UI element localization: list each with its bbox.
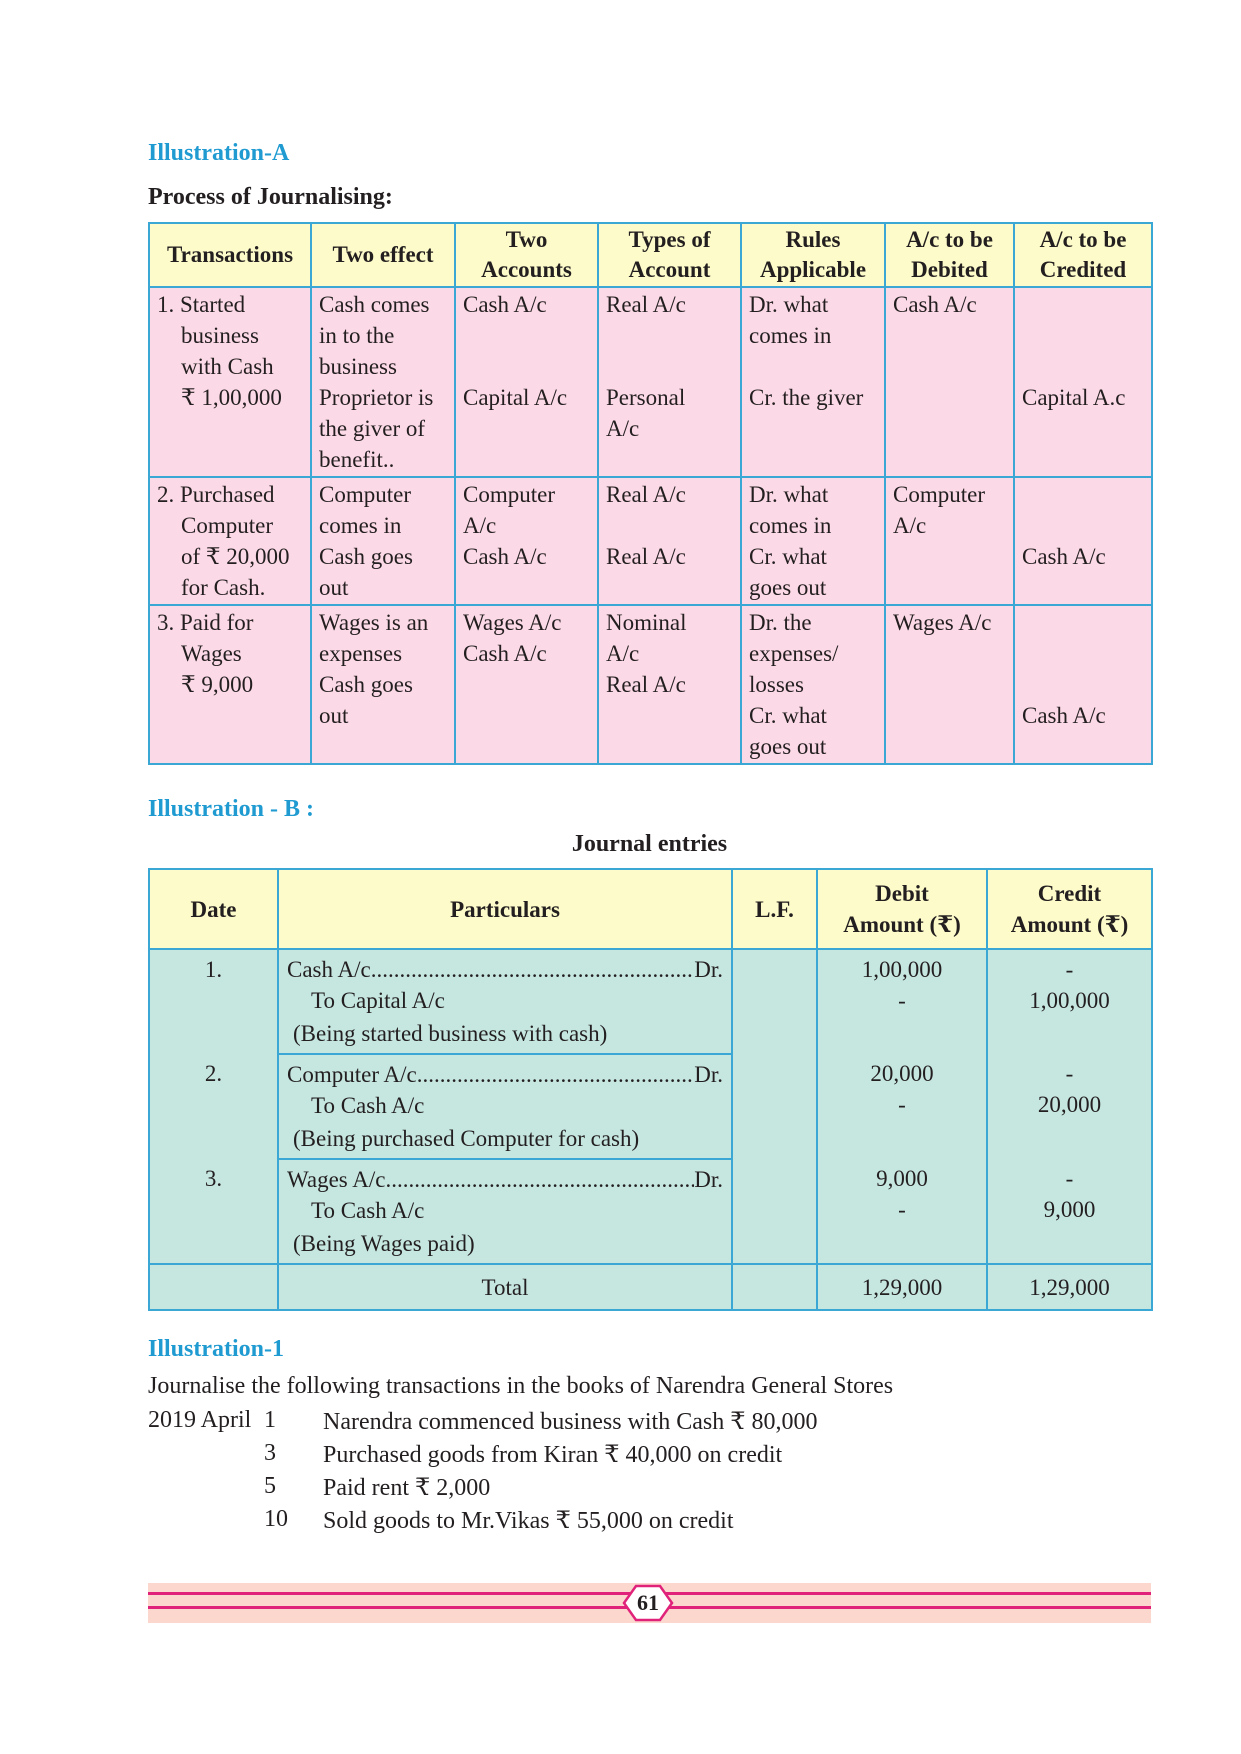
credited-cell [1014, 287, 1152, 477]
cell-line: Computer [463, 482, 555, 507]
cell-line [1022, 510, 1144, 541]
types-of-account-header [598, 223, 741, 287]
transaction-text: Purchased goods from Kiran ₹ 40,000 on credit [323, 1442, 783, 1468]
cell-line [1022, 351, 1144, 382]
cell-line: business [181, 323, 259, 348]
particulars-cell [278, 1159, 732, 1264]
transaction-cell [149, 605, 311, 764]
cell-line: expenses/ [749, 641, 839, 666]
cell-line: ₹ 9,000 [181, 672, 254, 697]
cell-line: Account [628, 257, 711, 282]
cell-line: Transactions [166, 242, 294, 267]
cell-line: 1. Started [157, 292, 246, 317]
effect-cell [311, 287, 455, 477]
cell-line [606, 351, 733, 382]
table-row [149, 477, 1152, 605]
table-header-row [149, 869, 1152, 949]
cell-line: Cash goes [319, 672, 413, 697]
cell-line: Cr. the giver [749, 385, 864, 410]
cell-line: ₹ 1,00,000 [181, 385, 282, 410]
cell-line: Wages is an [319, 610, 429, 635]
cell-line [463, 351, 590, 382]
table-row [149, 605, 1152, 764]
cell-line: out [319, 575, 349, 600]
dr-label: Dr. [694, 1062, 723, 1087]
cell-line [606, 510, 733, 541]
credit-account: To Cash A/c [311, 1198, 425, 1223]
total-debit: 1,29,000 [817, 1264, 987, 1310]
debit-cell: 1,00,000 - [817, 949, 987, 1054]
debit-account-line [287, 1164, 723, 1195]
table-header-row [149, 223, 1152, 287]
cell-line: Cash A/c [463, 292, 547, 317]
cell-line: losses [749, 672, 804, 697]
cell-line [1022, 638, 1144, 669]
debit-account-line [287, 954, 723, 985]
cell-line: A/c [463, 513, 497, 538]
cell-line: of ₹ 20,000 [181, 544, 290, 569]
cell-line: Personal [606, 385, 686, 410]
transaction-cell [149, 287, 311, 477]
cell-line: Capital A.c [1022, 385, 1126, 410]
lf-cell [732, 949, 817, 1054]
credited-cell [1014, 605, 1152, 764]
date-header: Date [149, 869, 278, 949]
cell-line: A/c to be [906, 227, 993, 252]
narration: (Being started business with cash) [293, 1021, 608, 1046]
page-number: 61 [637, 1590, 659, 1615]
cell-line: Cash A/c [893, 292, 977, 317]
cell-line [606, 320, 733, 351]
cell-line: Accounts [481, 257, 572, 282]
total-row [149, 1264, 1152, 1310]
accounts-cell [455, 477, 598, 605]
cell-line [1022, 669, 1144, 700]
cell-line: A/c [606, 416, 640, 441]
ac-debited-header [885, 223, 1014, 287]
debited-cell [885, 477, 1014, 605]
transactions-header [149, 223, 311, 287]
narration: (Being Wages paid) [293, 1231, 475, 1256]
cell-line: Cr. what [749, 703, 827, 728]
cell-line: Dr. the [749, 610, 812, 635]
journal-entries-title: Journal entries [571, 831, 728, 857]
debit-cell: 20,000 - [817, 1054, 987, 1159]
entry-date: 2. [149, 1054, 278, 1159]
accounts-cell [455, 605, 598, 764]
cell-line [1022, 289, 1144, 320]
two-accounts-header [455, 223, 598, 287]
cell-line: A/c [606, 641, 640, 666]
transaction-text: Narendra commenced business with Cash ₹ 80,000 [323, 1409, 818, 1435]
cell-line: Dr. what [749, 482, 829, 507]
effect-cell [311, 477, 455, 605]
cell-line: Cr. what [749, 544, 827, 569]
table-row [149, 1159, 1152, 1264]
cell-line: business [319, 354, 397, 379]
cell-line: Debited [911, 257, 988, 282]
cell-line: Wages A/c [893, 610, 992, 635]
cell-line: expenses [319, 641, 403, 666]
illustration-b-heading: Illustration - B : [148, 796, 315, 822]
credit-account: To Capital A/c [311, 988, 445, 1013]
period-label: 2019 April [148, 1407, 252, 1433]
credit-cell: - 9,000 [987, 1159, 1152, 1264]
debited-cell [885, 287, 1014, 477]
cell-line: Wages [181, 641, 242, 666]
cell-line: benefit.. [319, 447, 395, 472]
rules-applicable-header [741, 223, 885, 287]
cell-line: Computer [893, 482, 985, 507]
cell-line: Real A/c [606, 482, 686, 507]
types-cell [598, 477, 741, 605]
total-label: Total [278, 1264, 732, 1310]
cell-line: Cash A/c [463, 641, 547, 666]
lf-header: L.F. [732, 869, 817, 949]
table-row [149, 287, 1152, 477]
cell-line: with Cash [181, 354, 274, 379]
cell-line: Cash comes [319, 292, 430, 317]
cell-line: Computer [319, 482, 411, 507]
cell-line: Applicable [759, 257, 867, 282]
rules-cell [741, 605, 885, 764]
illustration-1-heading: Illustration-1 [148, 1336, 285, 1362]
transaction-day: 5 [264, 1473, 276, 1499]
total-date-cell [149, 1264, 278, 1310]
process-subheading: Process of Journalising: [148, 184, 393, 210]
credit-cell: - 20,000 [987, 1054, 1152, 1159]
cell-line: Cash A/c [463, 544, 547, 569]
transaction-text: Sold goods to Mr.Vikas ₹ 55,000 on credit [323, 1508, 734, 1534]
cell-line: Two [505, 227, 548, 252]
credit-account: To Cash A/c [311, 1093, 425, 1118]
debit-account: Wages A/c [287, 1167, 386, 1192]
particulars-cell [278, 949, 732, 1054]
illustration-a-heading: Illustration-A [148, 140, 290, 166]
cell-line: 2. Purchased [157, 482, 275, 507]
cell-line: Cash A/c [1022, 703, 1106, 728]
debit-header: Debit Amount (₹) [817, 869, 987, 949]
debit-account: Cash A/c [287, 957, 371, 982]
table-row [149, 1054, 1152, 1159]
cell-line [1022, 607, 1144, 638]
debited-cell [885, 605, 1014, 764]
rules-cell [741, 477, 885, 605]
cell-line: Credited [1039, 257, 1127, 282]
dr-label: Dr. [694, 1167, 723, 1192]
debit-cell: 9,000 - [817, 1159, 987, 1264]
cell-line: Types of [628, 227, 711, 252]
cell-line: Dr. what [749, 292, 829, 317]
cell-line: A/c [893, 513, 927, 538]
cell-line: Nominal [606, 610, 687, 635]
cell-line: goes out [749, 575, 827, 600]
credited-cell [1014, 477, 1152, 605]
particulars-header: Particulars [278, 869, 732, 949]
types-cell [598, 287, 741, 477]
cell-line: A/c to be [1039, 227, 1127, 252]
table-row [149, 949, 1152, 1054]
rules-cell [741, 287, 885, 477]
entry-date: 1. [149, 949, 278, 1054]
credit-header: Credit Amount (₹) [987, 869, 1152, 949]
cell-line: Real A/c [606, 292, 686, 317]
journalising-process-table [148, 222, 1153, 765]
cell-line: Real A/c [606, 544, 686, 569]
credit-cell: - 1,00,000 [987, 949, 1152, 1054]
transaction-day: 10 [264, 1506, 288, 1532]
cell-line: Computer [181, 513, 273, 538]
total-credit: 1,29,000 [987, 1264, 1152, 1310]
transaction-day: 3 [264, 1440, 276, 1466]
entry-date: 3. [149, 1159, 278, 1264]
debit-account-line [287, 1059, 723, 1090]
accounts-cell [455, 287, 598, 477]
cell-line: in to the [319, 323, 395, 348]
cell-line: Rules [785, 227, 841, 252]
total-lf-cell [732, 1264, 817, 1310]
cell-line: Capital A/c [463, 385, 568, 410]
cell-line: Cash goes [319, 544, 413, 569]
cell-line: Real A/c [606, 672, 686, 697]
cell-line: the giver of [319, 416, 426, 441]
cell-line: comes in [749, 323, 832, 348]
cell-line [463, 320, 590, 351]
cell-line: comes in [319, 513, 402, 538]
cell-line: out [319, 703, 349, 728]
cell-line [749, 351, 877, 382]
cell-line: for Cash. [181, 575, 266, 600]
journal-entries-table [148, 868, 1153, 1311]
cell-line [1022, 320, 1144, 351]
ac-credited-header [1014, 223, 1152, 287]
cell-line: comes in [749, 513, 832, 538]
transaction-day: 1 [264, 1407, 276, 1433]
cell-line: goes out [749, 734, 827, 759]
lf-cell [732, 1054, 817, 1159]
cell-line: Proprietor is [319, 385, 434, 410]
lf-cell [732, 1159, 817, 1264]
effect-cell [311, 605, 455, 764]
two-effect-header [311, 223, 455, 287]
particulars-cell [278, 1054, 732, 1159]
cell-line: Two effect [332, 242, 434, 267]
transaction-text: Paid rent ₹ 2,000 [323, 1475, 491, 1501]
types-cell [598, 605, 741, 764]
debit-account: Computer A/c [287, 1062, 417, 1087]
transaction-cell [149, 477, 311, 605]
cell-line [1022, 479, 1144, 510]
dr-label: Dr. [694, 957, 723, 982]
cell-line: 3. Paid for [157, 610, 254, 635]
illustration-1-intro: Journalise the following transactions in the books of Narendra General Stores [148, 1373, 894, 1399]
narration: (Being purchased Computer for cash) [293, 1126, 640, 1151]
cell-line: Wages A/c [463, 610, 562, 635]
cell-line: Cash A/c [1022, 544, 1106, 569]
